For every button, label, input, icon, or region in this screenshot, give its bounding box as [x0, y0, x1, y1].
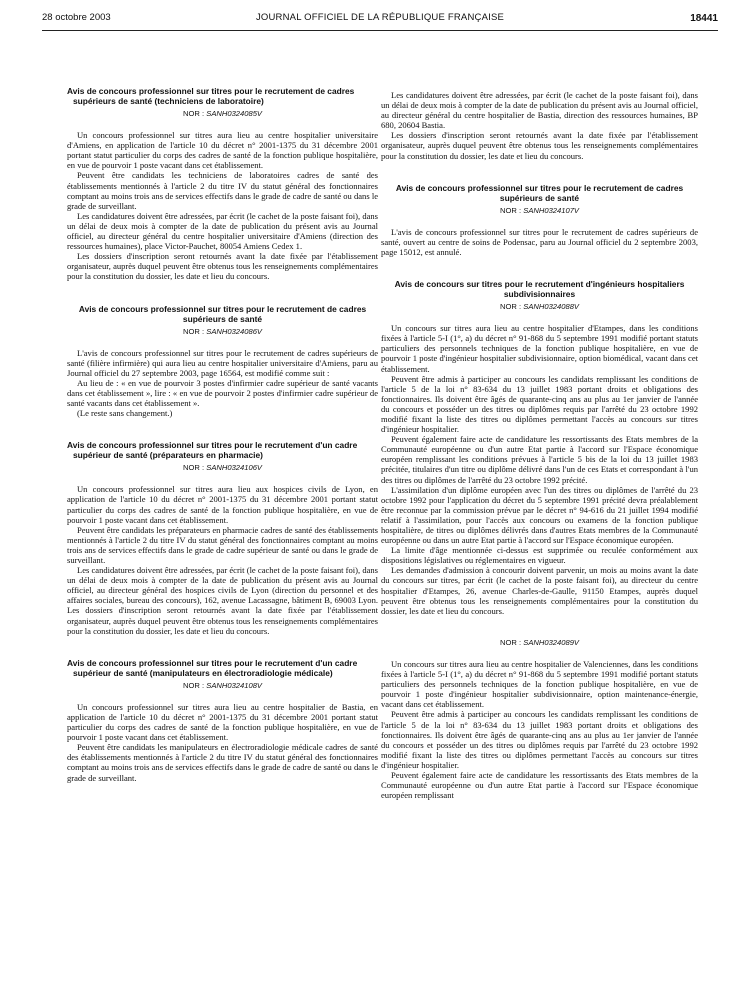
body-paragraph: Peuvent également faire acte de candidature les ressortissants des Etats membres de la Communauté européenne ou d'un autre Etat partie à l'accord sur l'Espace économique européen remplissant [381, 769, 698, 801]
notice-continuation [381, 90, 698, 161]
nor-code: SANH0324086V [206, 326, 262, 336]
notice-title: Avis de concours professionnel sur titres pour le recrutement de cadres supérieurs de santé (techniciens de laboratoire) [67, 86, 355, 106]
body-paragraph: Peuvent être admis à participer au concours les candidats remplissant les conditions de l'article 5 de la loi n° 83-634 du 13 juillet 1983 portant droits et obligations des fonctionnaires. Ils doivent être âgés de quarante-cinq ans au plus au 1er janvier de l'année du concours et posséder un des titres ou diplômes requis par l'arrêté du 23 octobre 1992 modifié fixant la liste des titres ou diplômes permettant l'accès au concours sur titres d'ingénieur hospitalier. [381, 709, 698, 770]
nor-code: SANH0324108V [206, 680, 262, 690]
nor-reference [381, 302, 698, 312]
nor-label: NOR : [183, 109, 205, 118]
body-paragraph: Un concours sur titres aura lieu au centre hospitalier de Valenciennes, dans les conditions fixées à l'article 5-I (1°, a) du décret n° 91-868 du 5 septembre 1991 modifié portant statuts particuliers des personnels techniques de la fonction publique hospitalière, en vue de pourvoir 1 poste d'ingénieur hospitalier subdivisionnaire, option maintenance-énergie, vacant dans cet établissement. [381, 658, 698, 710]
notice-section [381, 638, 698, 800]
notice-section [381, 183, 698, 257]
body-paragraph: L'avis de concours professionnel sur titres pour le recrutement de cadres supérieurs de santé (filière infirmière) qui aura lieu au centre hospitalier universitaire d'Amiens, paru au Journal officiel du 27 septembre 2003, page 16564, est modifié comme suit : [67, 347, 378, 378]
nor-label: NOR : [500, 205, 522, 215]
right-column [381, 90, 698, 822]
nor-label: NOR : [183, 680, 205, 690]
nor-label: NOR : [183, 326, 205, 336]
body-paragraph: Au lieu de : « en vue de pourvoir 3 postes d'infirmier cadre supérieur de santé vacants dans cet établissement », lire : « en vue de pourvoir 2 postes d'infirmier cadre supérieur de santé vacants dans cet établissement ». [67, 377, 378, 409]
page-date: 28 octobre 2003 [42, 12, 111, 23]
notice-title: Avis de concours professionnel sur titres pour le recrutement d'un cadre supérieur de santé (manipulateurs en électroradiologie médicale) [67, 657, 358, 678]
journal-title: JOURNAL OFFICIEL DE LA RÉPUBLIQUE FRANÇAISE [255, 12, 505, 23]
nor-reference [67, 109, 378, 119]
nor-code: SANH0324106V [206, 463, 262, 473]
nor-reference [67, 463, 378, 473]
body-paragraph: Peuvent également faire acte de candidature les ressortissants des Etats membres de la Communauté européenne ou d'un autre Etat partie à l'accord sur l'Espace économique européen remplissant les conditions prévues à l'article 5 bis de la loi du 13 juillet 1983 précitée, titulaires d'un titre ou diplôme délivré dans l'un de ces Etats et correspondant à l'un des titres ou diplômes de l'arrêté du 23 octobre 1992 précité. [381, 434, 698, 485]
body-paragraph: Un concours sur titres aura lieu au centre hospitalier d'Etampes, dans les conditions fixées à l'article 5-I (1°, a) du décret n° 91-868 du 5 septembre 1991 modifié portant statuts particuliers des personnels techniques de la fonction publique hospitalière, en vue de pourvoir 1 poste d'ingénieur hospitalier subdivisionnaire, option biomédical, vacant dans cet établissement. [381, 323, 698, 374]
body-paragraph: La limite d'âge mentionnée ci-dessus est supprimée ou reculée conformément aux dispositions législatives ou réglementaires en vigueur. [381, 545, 698, 566]
body-paragraph: Peuvent être candidats les préparateurs en pharmacie cadres de santé des établissements mentionnés à l'article 2 du titre IV du statut général des fonctionnaires comptant au moins trois ans de services effectifs dans le grade de cadre supérieur de santé ou dans le grade de surveillant. [67, 524, 378, 565]
nor-code: SANH0324107V [523, 205, 579, 215]
body-paragraph: L'assimilation d'un diplôme européen avec l'un des titres ou diplômes de l'arrêté du 23 octobre 1992 pour l'application du décret du 5 septembre 1991 précité devra préalablement être reconnue par la commission prévue par le décret n° 94-616 du 21 juillet 1994 modifié relatif à l'assimilation, pour l'accès aux concours ou examens de la fonction publique hospitalière, de titres ou diplômes délivrés dans d'autres Etats membres de la Communauté européenne ou dans un autre Etat partie à l'accord sur l'Espace économique européen. [381, 484, 698, 546]
notice-title: Avis de concours professionnel sur titres pour le recrutement de cadres supérieurs de santé [395, 182, 684, 203]
body-paragraph: Peuvent être candidats les techniciens de laboratoires cadres de santé des établissements mentionnés à l'article 2 du titre IV du statut général des fonctionnaires comptant au moins trois ans de services effectifs dans le grade de cadre de santé ou dans le grade de surveillant. [67, 170, 378, 211]
nor-code: SANH0324085V [206, 109, 262, 118]
notice-section [67, 440, 378, 636]
nor-label: NOR : [183, 463, 205, 473]
notice-title: Avis de concours professionnel sur titres pour le recrutement d'un cadre supérieur de santé (préparateurs en pharmacie) [67, 440, 358, 461]
page-number: 18441 [690, 13, 718, 24]
nor-reference [67, 327, 378, 337]
nor-code: SANH0324089V [523, 637, 579, 647]
header-rule [42, 30, 718, 31]
body-paragraph: Les candidatures doivent être adressées, par écrit (le cachet de la poste faisant foi), dans un délai de deux mois à compter de la date de publication du présent avis au Journal officiel, au directeur général des hospices civils de Lyon (direction du personnel et des affaires sociales, bureau des concours), 162, avenue Lacassagne, bâtiment B, 69003 Lyon. Les dossiers d'inscription seront retournés avant la date fixée par l'établissement organisateur, auprès duquel peuvent être obtenus tous les renseignements complémentaires pour la constitution du dossier, les date et lieu du concours. [67, 565, 378, 636]
body-paragraph: Les dossiers d'inscription seront retournés avant la date fixée par l'établissement organisateur, auprès duquel peuvent être obtenus tous les renseignements complémentaires pour la constitution du dossier, les date et lieu du concours. [381, 130, 698, 161]
notice-section [67, 658, 378, 783]
notice-title: Avis de concours sur titres pour le recrutement d'ingénieurs hospitaliers subdivisionnaires [394, 279, 685, 300]
nor-label: NOR : [500, 302, 522, 312]
body-paragraph: (Le reste sans changement.) [77, 408, 173, 419]
body-paragraph: Un concours professionnel sur titres aura lieu au centre hospitalier universitaire d'Amiens, en application de l'article 10 du décret n° 2001-1375 du 31 décembre 2001 portant statut particulier du corps des cadres de santé de la fonction publique hospitalière, en vue de pourvoir 1 poste vacant dans cet établissement. [67, 130, 378, 171]
nor-reference [67, 681, 378, 691]
notice-section [67, 304, 378, 419]
notice-title: Avis de concours professionnel sur titres pour le recrutement de cadres supérieurs de santé [78, 303, 367, 324]
body-paragraph: Les candidatures doivent être adressées, par écrit (le cachet de la poste faisant foi), dans un délai de deux mois à compter de la date de publication du présent avis au Journal officiel, au directeur général du centre hospitalier de Bastia, direction des ressources humaines, BP 680, 20604 Bastia. [381, 90, 698, 131]
notice-section [381, 279, 698, 616]
body-paragraph: L'avis de concours professionnel sur titres pour le recrutement de cadres supérieurs de santé, ouvert au centre de soins de Podensac, paru au Journal officiel du 2 septembre 2003, page 15012, est annulé. [381, 226, 698, 257]
body-paragraph: Les demandes d'admission à concourir doivent parvenir, un mois au moins avant la date du concours sur titres, par écrit (le cachet de la poste faisant foi), au directeur du centre hospitalier d'Etampes, 26, avenue Charles-de-Gaulle, 91150 Etampes, auprès duquel peuvent être obtenus tous les renseignements complémentaires pour la constitution du dossier, les date et lieu du concours. [381, 565, 698, 616]
nor-reference [381, 638, 698, 648]
body-paragraph: Un concours professionnel sur titres aura lieu au centre hospitalier de Bastia, en application de l'article 10 du décret n° 2001-1375 du 31 décembre 2001 portant statut particulier du corps des cadres de santé de la fonction publique hospitalière, en vue de pourvoir 1 poste vacant dans cet établissement. [67, 701, 378, 743]
nor-reference [381, 206, 698, 216]
body-paragraph: Les candidatures doivent être adressées, par écrit (le cachet de la poste faisant foi), dans un délai de deux mois à compter de la date de publication du présent avis au Journal officiel, au directeur général du centre hospitalier universitaire d'Amiens (direction des ressources humaines), place Victor-Pauchet, 80054 Amiens Cedex 1. [67, 210, 378, 252]
nor-code: SANH0324088V [523, 302, 579, 312]
body-paragraph: Un concours professionnel sur titres aura lieu aux hospices civils de Lyon, en application de l'article 10 du décret n° 2001-1375 du 31 décembre 2001 portant statut particulier du corps des cadres de santé de la fonction publique hospitalière, en vue de pourvoir 1 poste vacant dans cet établissement. [67, 484, 378, 525]
body-paragraph: Peuvent être candidats les manipulateurs en électroradiologie médicale cadres de santé des établissements mentionnés à l'article 2 du titre IV du statut général des fonctionnaires comptant au moins trois ans de services effectifs dans le grade de cadre de santé ou dans le grade de surveillant. [67, 742, 378, 783]
body-paragraph: Peuvent être admis à participer au concours les candidats remplissant les conditions de l'article 5 de la loi n° 83-634 du 13 juillet 1983 portant droits et obligations des fonctionnaires. Ils doivent être âgés de quarante-cinq ans au plus au 1er janvier de l'année du concours et posséder un des titres ou diplômes requis par l'arrêté du 23 octobre 1992 modifié fixant la liste des titres ou diplômes permettant l'accès au concours sur titres d'ingénieur hospitalier. [381, 373, 698, 435]
nor-label: NOR : [500, 637, 522, 647]
notice-section [67, 86, 378, 282]
left-column [67, 86, 378, 805]
body-paragraph: Les dossiers d'inscription seront retournés avant la date fixée par l'établissement organisateur, auprès duquel peuvent être obtenus tous les renseignements complémentaires pour la constitution du dossier, les date et lieu du concours. [67, 251, 378, 282]
